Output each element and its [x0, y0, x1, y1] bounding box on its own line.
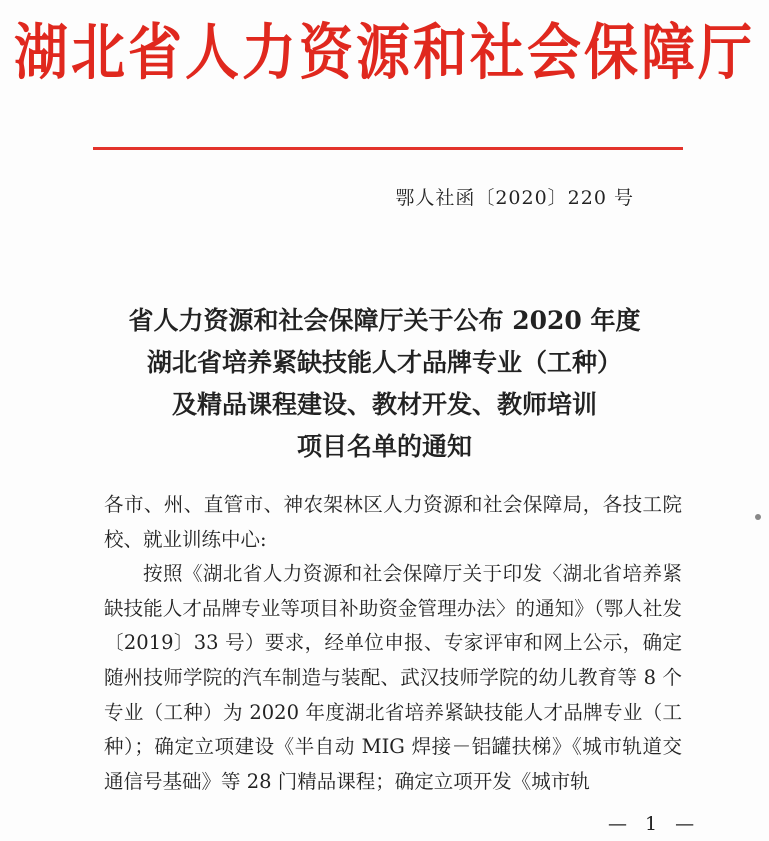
masthead-org-name: 湖北省人力资源和社会保障厅 [14, 17, 755, 88]
red-separator-line [93, 147, 683, 150]
title-line-4: 项目名单的通知 [296, 432, 472, 461]
title-line-1: 省人力资源和社会保障厅关于公布 2020 年度 [128, 306, 641, 335]
page-number: — 1 — [608, 813, 701, 835]
notice-body [104, 488, 682, 799]
scan-dot-mark [755, 514, 761, 520]
body-paragraph-1: 按照《湖北省人力资源和社会保障厅关于印发〈湖北省培养紧缺技能人才品牌专业等项目补助资金管理办法〉的通知》（鄂人社发〔2019〕33 号）要求，经单位申报、专家评审和网上公示，确定随州技师学院的汽车制造与装配、武汉技师学院的幼儿教育等 8 个专业（工种）为 2020 年度湖北省培养紧缺技能人才品牌专业（工种）；确定立项建设《半自动 MIG 焊接－铝罐扶梯》《城市轨道交通信号基础》等 28 门精品课程；确定立项开发《城市轨 [104, 562, 682, 793]
title-line-2: 湖北省培养紧缺技能人才品牌专业（工种） [146, 348, 622, 377]
title-line-3: 及精品课程建设、教材开发、教师培训 [171, 390, 597, 419]
document-number: 鄂人社函〔2020〕220 号 [395, 187, 634, 209]
recipients-paragraph: 各市、州、直管市、神农架林区人力资源和社会保障局，各技工院校、就业训练中心: [104, 493, 682, 551]
notice-title [0, 300, 769, 468]
